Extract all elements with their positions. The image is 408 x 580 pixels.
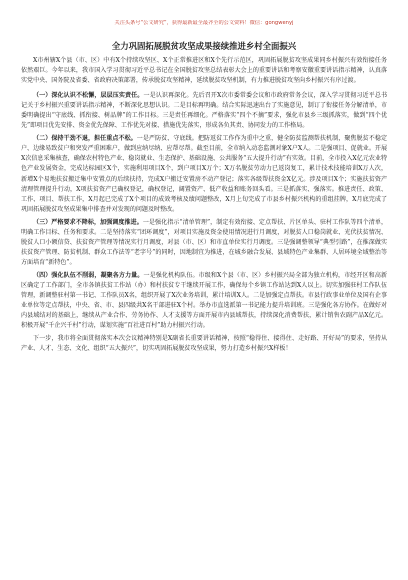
section-4-text: 一是强化机构队伍。市级和X个县（市、区）乡村振兴局全部为独立机构，市经开区和高新区确定了工作部门，全市各镇扶贫工作站（办）和村扶贫专干继续开展工作，确保每个乡镇工作站达到X人以上。切实加强驻村工作队伍管理，新调整驻村第一书记、工作队员X名，组织开展了X次业务培训，累计培训X人。二是加强定点帮扶。市县行政事业单位及国有企事业单位等定点帮扶，中央、省、市、县四级共X名干部进驻X个村。举办市直选派第一书记能力提升培训班。三是强化各方协作。在做好对内县域结对的基础上，继续从产业合作、劳务协作、人才支援等方面开展市内县域帮扶，持续深化消费帮扶，累计销售农副产品X亿元。积极开展“千企兴千村”行动，谋划实施“百社进百村”助力村振兴行动。 <box>21 271 387 330</box>
section-1-text: 一是认识再深化。先后召开X次市委常委会议和市政府常务会议，深入学习贯彻习近平总书记关于乡村振兴重要讲话指示精神，不断深化思想认识。二是目标再明确。结合实际迅速出台了实施意见，制订了衔接任务分解清单，市委明确提出“守底线、抓衔接、树品牌”的工作目标。三是责任再细化。严格落实“四个不摘”要求，强化市县乡三级抓落实，做到“四个优先”即项目优先安排、资金优先保障、工作优先对接、措施优先落实，形成各负其责、协同发力的工作格局。 <box>21 92 387 130</box>
promo-banner: 关注头条号“公文研究”，获得最新最全最齐全的公文资料！微信：gongwenyj <box>114 20 294 26</box>
section-1-paragraph <box>21 91 387 131</box>
document-title: 全力巩固拓展脱贫攻坚成果接续推进乡村全面振兴 <box>111 41 297 51</box>
intro-text: X市州辖X个县（市、区）中有X个持续攻坚区、X个正常推进区和X个先行示范区，巩固拓展脱贫攻坚成果同乡村振兴有效衔接任务依然艰巨。今年以来，我市国入学习贯彻习近平总书记在全国脱贫攻坚总结表彰大会上的重要讲话和考察安徽重要讲话指示精神，认真落实党中央、国务院及省委、省政府决策部署，传承脱贫攻坚精神，延续脱贫攻坚机制，有力推进脱贫攻坚向乡村振兴有序过渡。 <box>21 57 387 85</box>
section-1-heading: （一）深化认识不松懈，层层压实责任。 <box>33 92 144 100</box>
section-3-paragraph <box>21 218 387 268</box>
section-2-heading: （二）保持干劲不退，担任重点不松。 <box>33 135 137 143</box>
section-3-text: 一是强化指示“清单管理”，制定有效衔接、定点帮扶、片区单头、驻村工作队等四个清单，明确工作目标、任务和要求。二是坚持落实“团环调度”，对项目实施及资金使用情况进行月调度，对脱贫人口稳岗就业、光伏扶贫情况、脱贫人口小额信贷、扶贫资产管理等情况实行月调度，对县（市、区）和市直单位实行月调度。三是强调整领导“典型引路”，在推深做实扶贫资产管理、防贫机制、群众工作法等“老字号”的同时，因地制宜为推进，在城乡融合发展、县域特色产业集群、人居环境全域整治等方面培育“新特色”。 <box>21 218 388 266</box>
section-2-text: 一是严防贫、守底线。把防返贫工作作为重中之重，健全防贫监测帮扶机制，聚焦脱贫不稳定户、边缘易致贫户和突发严重困难户，做到应纳尽纳、应帮尽帮。截至目前，全市纳入动态监测对象X户X人。二是强项目、促就业。开展X次信息采集核查，确保农村特色产业、稳岗就业、生态保护、基础设施、公共服务“五大提升行动”有实效。目前，全市投入X亿元农业特色产业发展资金，完成达标园区X个，实施利用项目X个，到户项目X万个；X万名脱贫劳动力已返岗复工，累计技术技能培训X万人次，新增X个易地扶贫搬迁集中安置点的后续扶持，完成X户搬迁安置房不动产登记；落实各级帮扶资金X亿元。涉及项目X个；实施扶贫资产清理管理提升行动，X项扶贫资产已确权登记，确权登记，阔置资产、低产收益和账务回头看。三是抓落实、强落实。推进责任、政策、工作、项目、帮扶工作，X月起已完成了X个项目的成效考核及绩问题整改，X月上旬完成了市县乡村振兴机构的重组挂牌，X月底完成了巩固拓展脱贫攻坚成果集中排查并对发现的问题及时整改。 <box>21 135 388 213</box>
closing-text: 下一步，我市将全面贯彻落实本次会议精神特别是X副省长重要讲话精神，按照“稳得住、接得住、走好路、开好局”的要求，坚持从产业、人才、生态、文化、组织“五大振兴”，切实巩固拓展脱贫攻坚成果，努力打造乡村振兴X样板！ <box>21 335 387 353</box>
intro-paragraph <box>21 56 387 86</box>
section-4-heading: （四）强化队伍不削弱，凝聚各方力量。 <box>33 271 144 279</box>
section-4-paragraph <box>21 271 387 331</box>
section-3-heading: （三）严格要求不降标，加强调度推进。 <box>33 218 143 226</box>
section-2-paragraph <box>21 134 387 214</box>
closing-paragraph <box>21 334 387 354</box>
